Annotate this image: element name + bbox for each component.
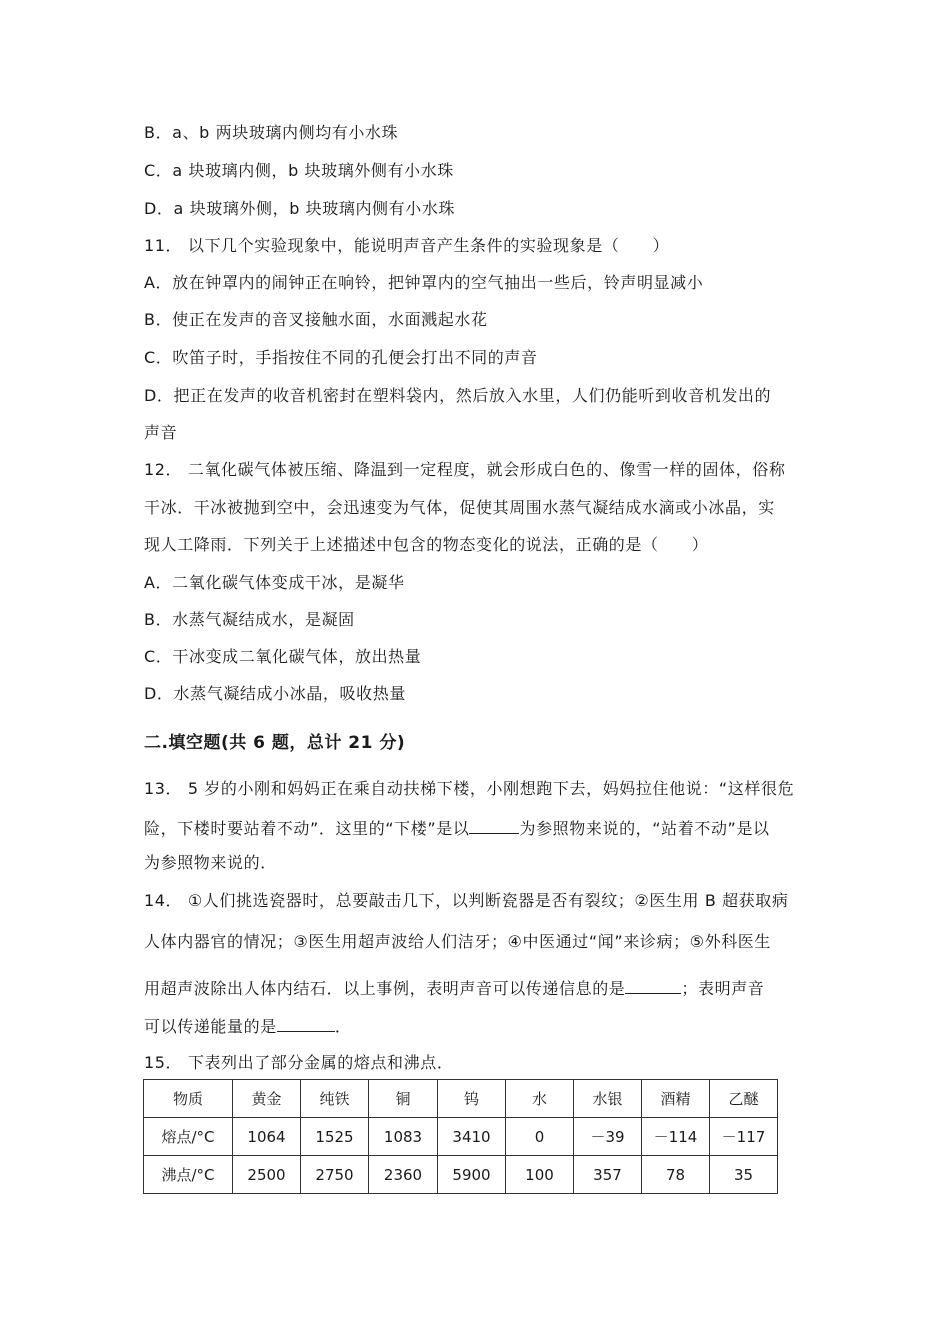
q15-stem: 15． 下表列出了部分金属的熔点和沸点． bbox=[144, 1053, 454, 1072]
q12-stem-line3: 现人工降雨．下列关于上述描述中包含的物态变化的说法，正确的是（ ） bbox=[144, 535, 709, 554]
q13-line1: 13． 5 岁的小刚和妈妈正在乘自动扶梯下楼，小刚想跑下去，妈妈拉住他说：“这样很危 bbox=[144, 779, 795, 798]
q13-blank-1[interactable] bbox=[469, 817, 519, 834]
q10-option-d: D．a 块玻璃外侧，b 块玻璃内侧有小水珠 bbox=[144, 199, 456, 218]
q13-line3: 为参照物来说的． bbox=[144, 853, 277, 872]
q10-option-c: C．a 块玻璃内侧，b 块玻璃外侧有小水珠 bbox=[144, 161, 454, 180]
q11-stem: 11． 以下几个实验现象中，能说明声音产生条件的实验现象是（ ） bbox=[144, 236, 670, 255]
q14-line4 bbox=[144, 1015, 351, 1037]
q14-blank-1[interactable] bbox=[625, 977, 681, 994]
table-cell: 100 bbox=[506, 1156, 574, 1194]
q11-option-a: A．放在钟罩内的闹钟正在响铃，把钟罩内的空气抽出一些后，铃声明显减小 bbox=[144, 273, 704, 292]
table-cell: 1083 bbox=[369, 1118, 438, 1156]
table-cell: 2750 bbox=[301, 1156, 369, 1194]
q13-line2 bbox=[144, 817, 770, 839]
q13-line2-text-a: 险，下楼时要站着不动”．这里的“下楼”是以 bbox=[144, 819, 470, 838]
q12-option-d: D．水蒸气凝结成小冰晶，吸收热量 bbox=[144, 684, 406, 703]
table-cell: 357 bbox=[574, 1156, 642, 1194]
table-cell: 0 bbox=[506, 1118, 574, 1156]
table-cell: －39 bbox=[574, 1118, 642, 1156]
q12-option-a: A．二氧化碳气体变成干冰，是凝华 bbox=[144, 573, 405, 592]
q14-line2: 人体内器官的情况；③医生用超声波给人们洁牙；④中医通过“闻”来诊病；⑤外科医生 bbox=[144, 932, 772, 951]
q12-stem-line2: 干冰．干冰被抛到空中，会迅速变为气体，促使其周围水蒸气凝结成水滴或小冰晶，实 bbox=[144, 498, 775, 517]
q11-option-d-line1: D．把正在发声的收音机密封在塑料袋内，然后放入水里，人们仍能听到收音机发出的 bbox=[144, 386, 772, 405]
q12-option-c: C．干冰变成二氧化碳气体，放出热量 bbox=[144, 647, 422, 666]
table-header-row bbox=[144, 1080, 778, 1118]
table-header-cell: 水银 bbox=[574, 1080, 642, 1118]
table-cell: 3410 bbox=[438, 1118, 506, 1156]
table-cell: －117 bbox=[710, 1118, 778, 1156]
table-row-boiling-point bbox=[144, 1156, 778, 1194]
q11-option-d-line2: 声音 bbox=[144, 423, 178, 442]
table-header-cell: 铜 bbox=[369, 1080, 438, 1118]
table-cell: 78 bbox=[642, 1156, 710, 1194]
section-heading: 二.填空题(共 6 题，总计 21 分) bbox=[144, 733, 406, 753]
q14-line4-text-b: ． bbox=[334, 1017, 352, 1036]
table-cell: 2500 bbox=[233, 1156, 301, 1194]
q14-blank-2[interactable] bbox=[277, 1015, 335, 1032]
q10-option-b: B．a、b 两块玻璃内侧均有小水珠 bbox=[144, 123, 399, 142]
table-cell: 2360 bbox=[369, 1156, 438, 1194]
table-cell: 1525 bbox=[301, 1118, 369, 1156]
table-header-cell: 纯铁 bbox=[301, 1080, 369, 1118]
q14-line3-text-b: ；表明声音 bbox=[681, 979, 765, 998]
table-header-cell: 乙醚 bbox=[710, 1080, 778, 1118]
table-row-melting-point bbox=[144, 1118, 778, 1156]
table-header-cell: 水 bbox=[506, 1080, 574, 1118]
table-cell: 1064 bbox=[233, 1118, 301, 1156]
q12-stem-line1: 12． 二氧化碳气体被压缩、降温到一定程度，就会形成白色的、像雪一样的固体，俗称 bbox=[144, 460, 786, 479]
table-header-cell: 物质 bbox=[144, 1080, 233, 1118]
table-header-cell: 黄金 bbox=[233, 1080, 301, 1118]
q14-line3-text-a: 用超声波除出人体内结石．以上事例，表明声音可以传递信息的是 bbox=[144, 979, 626, 998]
table-cell: 5900 bbox=[438, 1156, 506, 1194]
table-cell: 35 bbox=[710, 1156, 778, 1194]
q14-line3 bbox=[144, 977, 764, 999]
q14-line4-text-a: 可以传递能量的是 bbox=[144, 1017, 277, 1036]
q14-line1: 14． ①人们挑选瓷器时，总要敲击几下，以判断瓷器是否有裂纹；②医生用 B 超获取病 bbox=[144, 891, 789, 910]
q13-line2-text-b: 为参照物来说的，“站着不动”是以 bbox=[519, 819, 770, 838]
table-header-cell: 酒精 bbox=[642, 1080, 710, 1118]
table-cell: 沸点/°C bbox=[144, 1156, 233, 1194]
q11-option-c: C．吹笛子时，手指按住不同的孔便会打出不同的声音 bbox=[144, 348, 538, 367]
table-header-cell: 钨 bbox=[438, 1080, 506, 1118]
q11-option-b: B．使正在发声的音叉接触水面，水面溅起水花 bbox=[144, 310, 488, 329]
table-cell: 熔点/°C bbox=[144, 1118, 233, 1156]
table-cell: －114 bbox=[642, 1118, 710, 1156]
melting-boiling-point-table bbox=[143, 1079, 778, 1194]
q12-option-b: B．水蒸气凝结成水，是凝固 bbox=[144, 610, 355, 629]
